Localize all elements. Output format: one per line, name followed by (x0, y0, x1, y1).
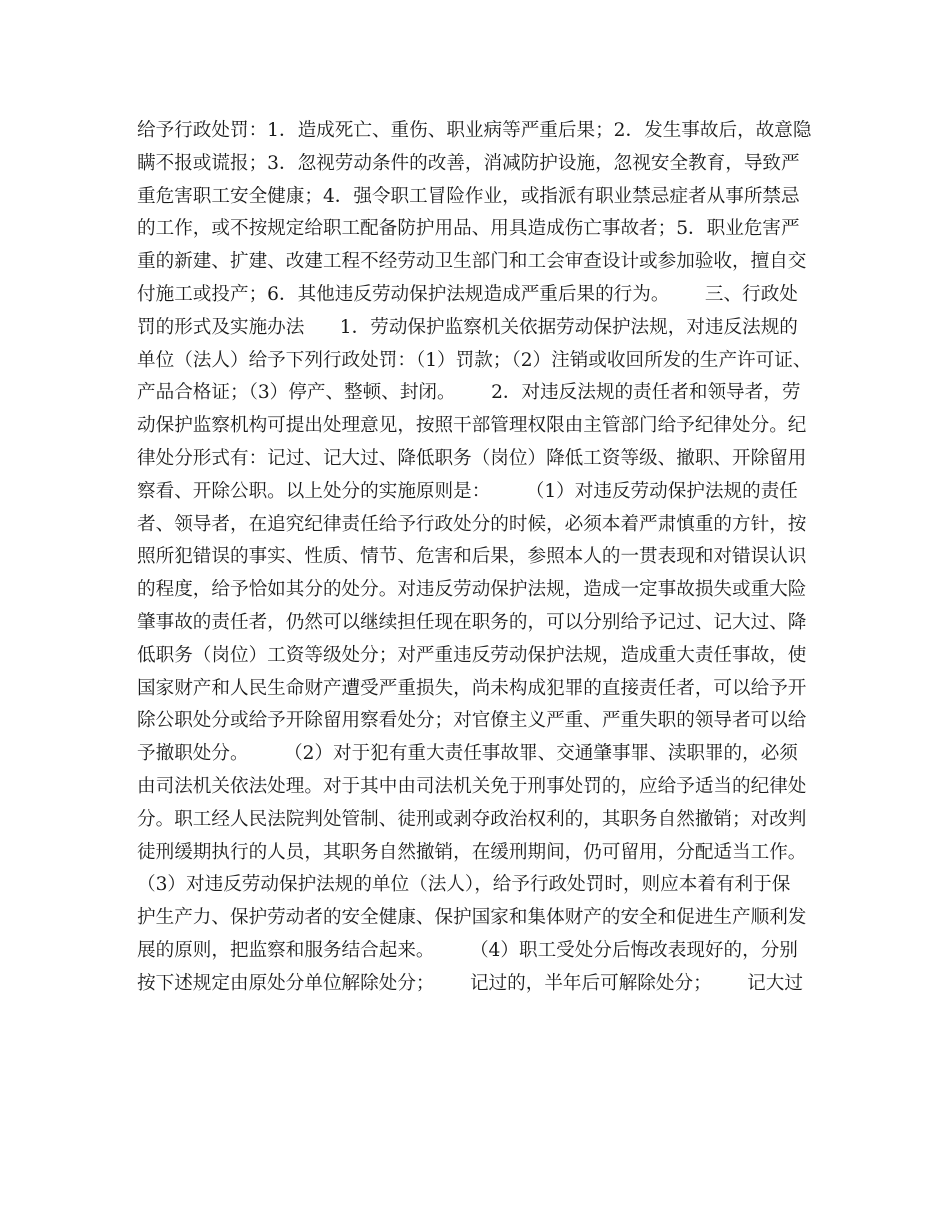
text-line: 付施工或投产；6．其他违反劳动保护法规造成严重后果的行为。 三、行政处 (137, 283, 798, 305)
text-line: （3）对违反劳动保护法规的单位（法人），给予行政处罚时，则应本着有利于保 (137, 874, 791, 896)
text-line: 国家财产和人民生命财产遭受严重损失，尚未构成犯罪的直接责任者，可以给予开 (137, 677, 807, 699)
text-line: 按下述规定由原处分单位解除处分； 记过的，半年后可解除处分； 记大过 (137, 972, 803, 994)
text-line: 低职务（岗位）工资等级处分；对严重违反劳动保护法规，造成重大责任事故，使 (137, 644, 807, 666)
text-line: 照所犯错误的事实、性质、情节、危害和后果，参照本人的一贯表现和对错误认识 (137, 546, 807, 568)
text-line: 单位（法人）给予下列行政处罚：（1）罚款；（2）注销或收回所发的生产许可证、 (137, 349, 812, 371)
text-line: 由司法机关依法处理。对于其中由司法机关免于刑事处罚的，应给予适当的纪律处 (137, 775, 807, 797)
text-line: 者、领导者，在追究纪律责任给予行政处分的时候，必须本着严肃慎重的方针，按 (137, 513, 807, 535)
text-line: 护生产力、保护劳动者的安全健康、保护国家和集体财产的安全和促进生产顺利发 (137, 907, 807, 929)
text-line: 产品合格证；（3）停产、整顿、封闭。 2．对违反法规的责任者和领导者，劳 (137, 382, 801, 404)
text-line: 的程度，给予恰如其分的处分。对违反劳动保护法规，造成一定事故损失或重大险 (137, 579, 807, 601)
text-line: 的工作，或不按规定给职工配备防护用品、用具造成伤亡事故者；5．职业危害严 (137, 218, 800, 240)
text-line: 察看、开除公职。以上处分的实施原则是： （1）对违反劳动保护法规的责任 (137, 480, 798, 502)
text-line: 展的原则，把监察和服务结合起来。 （4）职工受处分后悔改表现好的，分别 (137, 939, 798, 961)
text-line: 肇事故的责任者，仍然可以继续担任现在职务的，可以分别给予记过、记大过、降 (137, 611, 807, 633)
text-line: 予撤职处分。 （2）对于犯有重大责任事故罪、交通肇事罪、渎职罪的，必须 (137, 743, 798, 765)
text-line: 徒刑缓期执行的人员，其职务自然撤销，在缓刑期间，仍可留用，分配适当工作。 (137, 841, 807, 863)
text-line: 重危害职工安全健康；4．强令职工冒险作业，或指派有职业禁忌症者从事所禁忌 (137, 185, 800, 207)
body-text (137, 115, 837, 1001)
text-line: 罚的形式及实施办法 1．劳动保护监察机关依据劳动保护法规，对违反法规的 (137, 316, 798, 338)
text-line: 分。职工经人民法院判处管制、徒刑或剥夺政治权利的，其职务自然撤销；对改判 (137, 808, 807, 830)
text-line: 瞒不报或谎报；3．忽视劳动条件的改善，消减防护设施，忽视安全教育，导致严 (137, 152, 800, 174)
text-line: 给予行政处罚：1．造成死亡、重伤、职业病等严重后果；2．发生事故后，故意隐 (137, 120, 812, 141)
text-line: 重的新建、扩建、改建工程不经劳动卫生部门和工会审查设计或参加验收，擅自交 (137, 251, 807, 273)
text-line: 律处分形式有：记过、记大过、降低职务（岗位）降低工资等级、撤职、开除留用 (137, 447, 807, 469)
text-line: 动保护监察机构可提出处理意见，按照干部管理权限由主管部门给予纪律处分。纪 (137, 415, 807, 437)
text-line: 除公职处分或给予开除留用察看处分；对官僚主义严重、严重失职的领导者可以给 (137, 710, 807, 732)
